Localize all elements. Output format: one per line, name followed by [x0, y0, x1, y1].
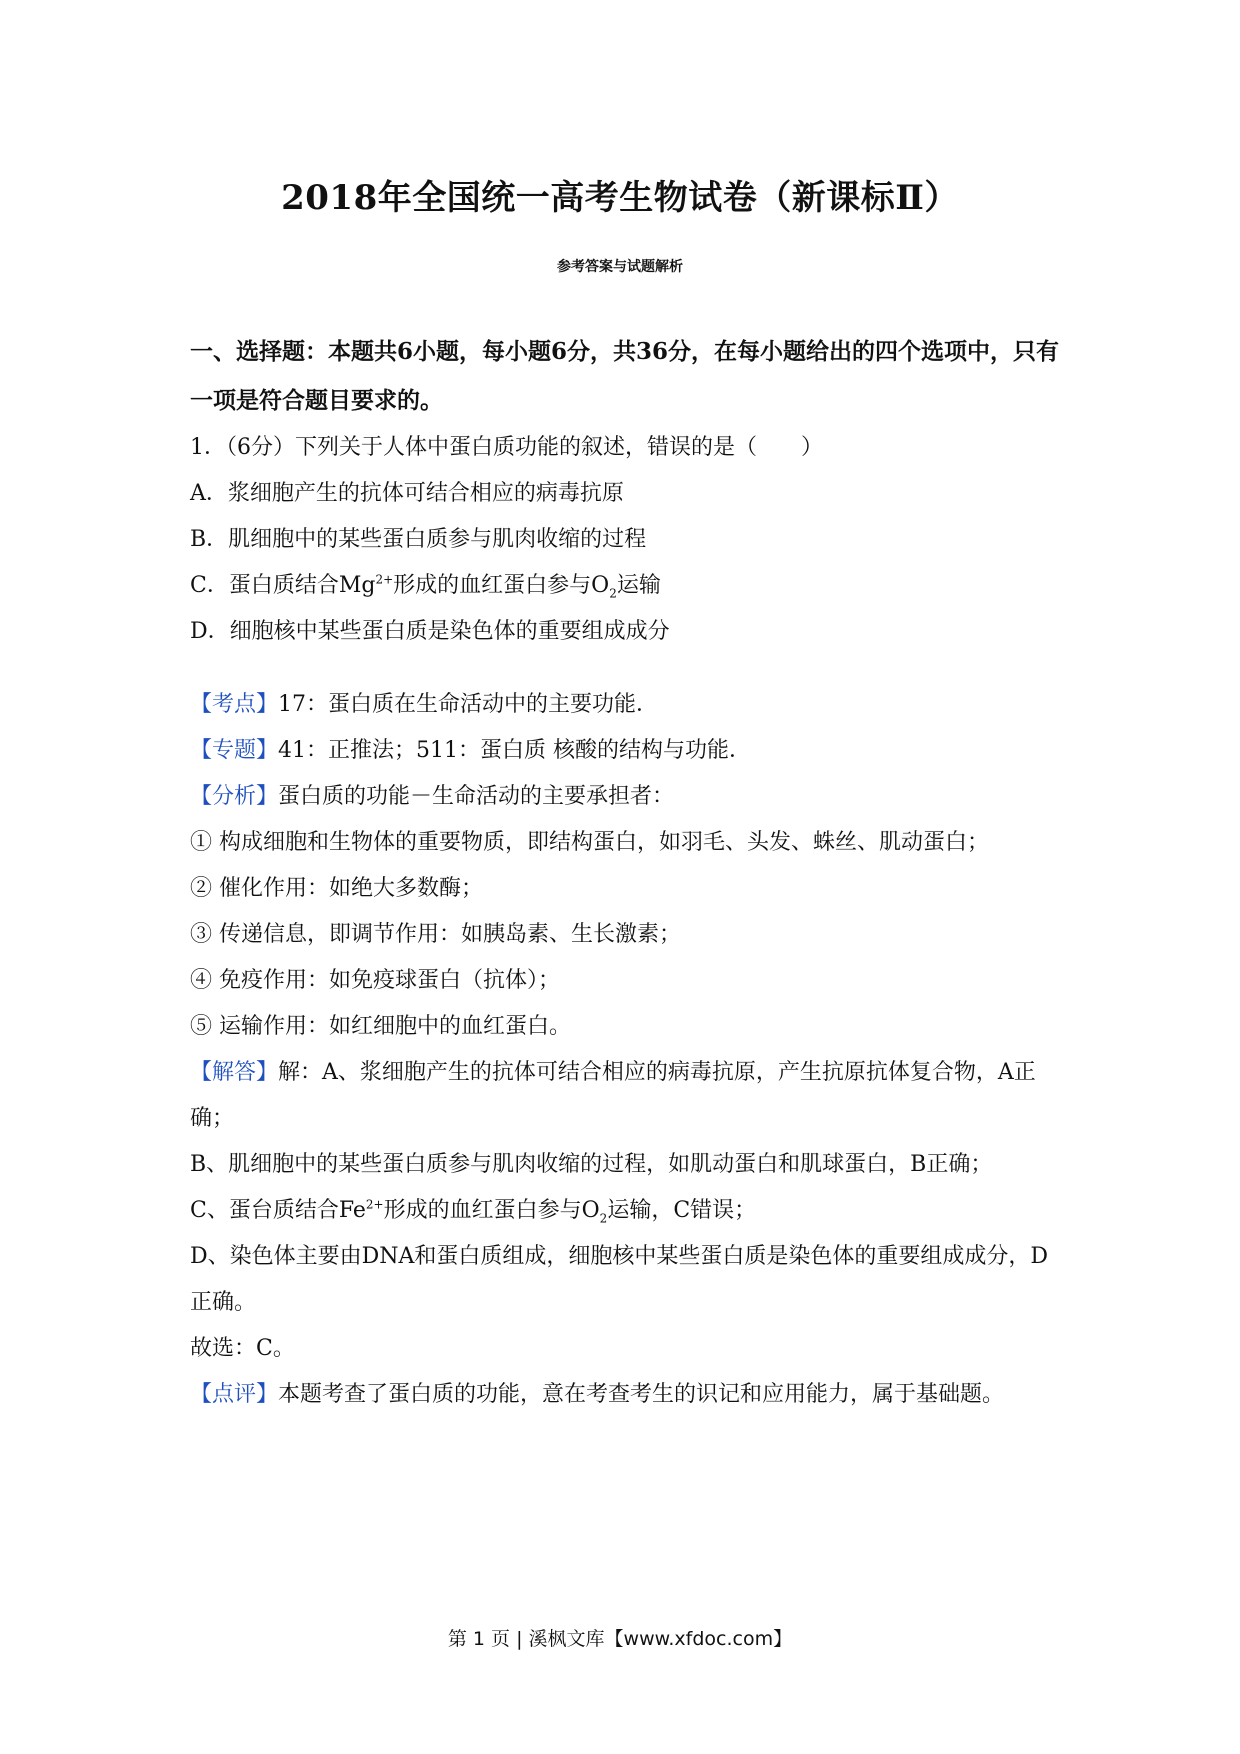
dianping-tag: 【点评】 [190, 1382, 279, 1407]
zhuanti-line [190, 728, 1060, 774]
kaodian-line [190, 682, 1060, 728]
dianping-line [190, 1372, 1060, 1418]
fenxi-point-2: ② 催化作用：如绝大多数酶； [190, 876, 483, 901]
jieda-line-a [190, 1050, 1060, 1142]
analysis-block [190, 682, 1060, 1418]
jieda-line-b: B、肌细胞中的某些蛋白质参与肌肉收缩的过程，如肌动蛋白和肌球蛋白，B正确； [190, 1152, 993, 1177]
option-b: B．肌细胞中的某些蛋白质参与肌肉收缩的过程 [190, 527, 647, 552]
fenxi-tag: 【分析】 [190, 784, 279, 809]
fenxi-point-5: ⑤ 运输作用：如红细胞中的血红蛋白。 [190, 1014, 571, 1039]
fenxi-point-3: ③ 传递信息，即调节作用：如胰岛素、生长激素； [190, 922, 681, 947]
section-heading: 一、选择题：本题共6小题，每小题6分，共36分，在每小题给出的四个选项中，只有一项是符合题目要求的。 [190, 338, 1060, 414]
kaodian-tag: 【考点】 [190, 692, 279, 717]
option-c-part-1: C．蛋白质结合Mg [190, 573, 376, 598]
page-title: 2018年全国统一高考生物试卷（新课标Ⅱ） [281, 178, 959, 218]
fenxi-point-1: ① 构成细胞和生物体的重要物质，即结构蛋白，如羽毛、头发、蛛丝、肌动蛋白； [190, 830, 989, 855]
jieda-c-part-1: C、蛋台质结合Fe [190, 1198, 366, 1223]
zhuanti-text: 41：正推法；511：蛋白质 核酸的结构与功能． [278, 738, 751, 763]
dianping-text: 本题考查了蛋白质的功能，意在考查考生的识记和应用能力，属于基础题。 [278, 1382, 1005, 1407]
zhuanti-tag: 【专题】 [190, 738, 279, 763]
fenxi-line [190, 774, 1060, 820]
question-stem: 1．（6分）下列关于人体中蛋白质功能的叙述，错误的是（ ） [190, 435, 823, 460]
jieda-line-c [190, 1188, 1060, 1234]
answer-line: 故选：C。 [190, 1336, 295, 1361]
question-1 [190, 425, 1060, 655]
fenxi-point-4: ④ 免疫作用：如免疫球蛋白（抗体）； [190, 968, 560, 993]
jieda-a-text: 解：A、浆细胞产生的抗体可结合相应的病毒抗原，产生抗原抗体复合物，A正确； [190, 1060, 1036, 1131]
option-c-superscript: 2+ [375, 572, 394, 587]
jieda-c-superscript: 2+ [365, 1197, 384, 1212]
jieda-tag: 【解答】 [190, 1060, 279, 1085]
option-c-part-3: 运输 [616, 573, 661, 598]
fenxi-text: 蛋白质的功能－生命活动的主要承担者： [278, 784, 675, 809]
jieda-line-d: D、染色体主要由DNA和蛋白质组成，细胞核中某些蛋白质是染色体的重要组成成分，D正确。 [190, 1244, 1049, 1315]
option-c [190, 563, 1060, 609]
jieda-c-part-2: 形成的血红蛋白参与O [383, 1198, 600, 1223]
page-subtitle: 参考答案与试题解析 [557, 259, 683, 275]
option-a: A．浆细胞产生的抗体可结合相应的病毒抗原 [190, 481, 624, 506]
jieda-c-part-3: 运输，C错误； [607, 1198, 757, 1223]
option-d: D．细胞核中某些蛋白质是染色体的重要组成成分 [190, 619, 670, 644]
document-body [190, 327, 1060, 1418]
kaodian-text: 17：蛋白质在生命活动中的主要功能． [278, 692, 659, 717]
jieda-c-subscript: 2 [599, 1211, 608, 1226]
option-c-subscript: 2 [609, 586, 617, 601]
option-c-part-2: 形成的血红蛋白参与O [393, 573, 610, 598]
page-footer: 第 1 页 | 溪枫文库【www.xfdoc.com】 [447, 1628, 793, 1650]
spacer [190, 655, 1060, 682]
